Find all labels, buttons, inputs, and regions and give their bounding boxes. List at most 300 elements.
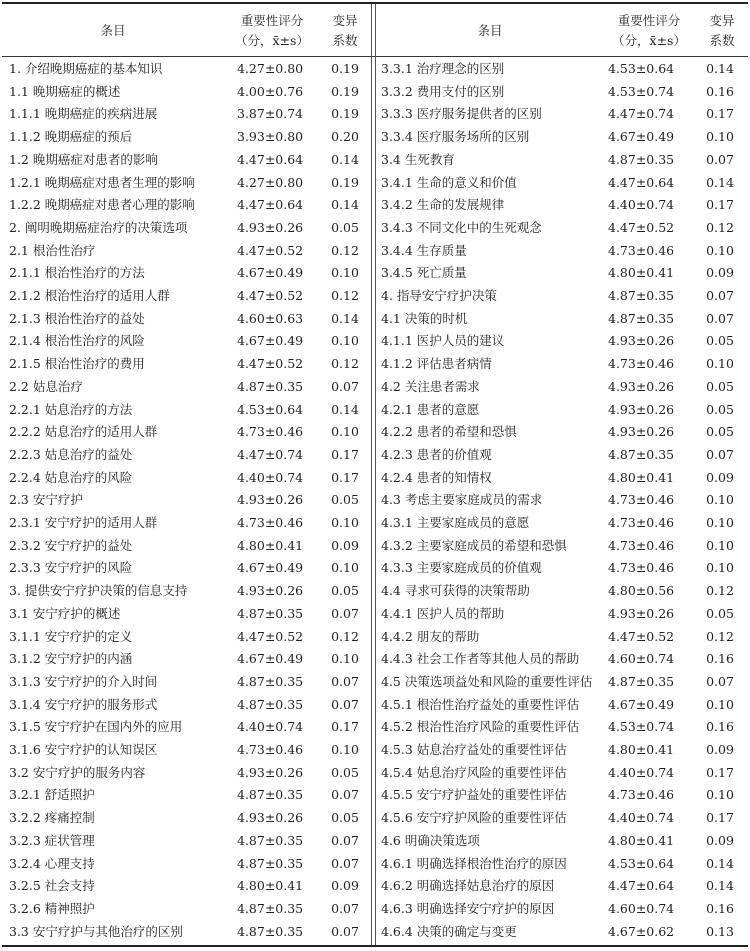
row-cv: 0.12 bbox=[331, 356, 359, 372]
table-row bbox=[0, 556, 371, 579]
row-item: 4.2.4 患者的知情权 bbox=[381, 469, 492, 485]
row-cv: 0.07 bbox=[331, 673, 359, 689]
row-cv: 0.05 bbox=[706, 333, 734, 349]
table-row bbox=[377, 715, 748, 738]
row-item: 3.2.2 疼痛控制 bbox=[9, 810, 95, 826]
row-cv: 0.07 bbox=[331, 605, 359, 621]
row-score: 4.00±0.76 bbox=[237, 83, 304, 99]
row-cv: 0.17 bbox=[331, 469, 359, 485]
row-cv: 0.05 bbox=[331, 219, 359, 235]
row-cv: 0.07 bbox=[706, 446, 734, 462]
row-score: 4.73±0.46 bbox=[608, 242, 675, 258]
row-item: 4.3 考虑主要家庭成员的需求 bbox=[381, 492, 543, 508]
row-item: 3.3.3 医疗服务提供者的区别 bbox=[381, 106, 542, 122]
row-item: 2.2.1 姑息治疗的方法 bbox=[9, 401, 133, 417]
row-score: 4.53±0.64 bbox=[608, 61, 675, 76]
table-row bbox=[377, 284, 748, 307]
table-row bbox=[377, 307, 748, 330]
table-row bbox=[0, 171, 371, 194]
header-cv-line1: 变异 bbox=[332, 13, 358, 28]
row-score: 4.53±0.74 bbox=[608, 83, 675, 99]
row-cv: 0.07 bbox=[706, 151, 734, 167]
table-row bbox=[377, 57, 748, 80]
table-row bbox=[377, 625, 748, 648]
row-score: 4.87±0.35 bbox=[237, 787, 304, 803]
row-cv: 0.12 bbox=[331, 242, 359, 258]
row-cv: 0.14 bbox=[706, 878, 734, 894]
row-cv: 0.13 bbox=[706, 923, 734, 939]
table-row bbox=[0, 352, 371, 375]
row-score: 4.40±0.74 bbox=[237, 469, 304, 485]
row-item: 4.6 明确决策选项 bbox=[381, 832, 480, 848]
table-row bbox=[377, 261, 748, 284]
row-item: 3.4.3 不同文化中的生死观念 bbox=[381, 219, 542, 235]
table-row bbox=[377, 806, 748, 829]
row-cv: 0.14 bbox=[331, 310, 359, 326]
row-cv: 0.09 bbox=[331, 878, 359, 894]
row-cv: 0.19 bbox=[331, 61, 359, 76]
row-cv: 0.14 bbox=[706, 174, 734, 190]
row-cv: 0.10 bbox=[706, 537, 734, 553]
row-item: 2.1.4 根治性治疗的风险 bbox=[9, 333, 145, 349]
row-score: 4.47±0.74 bbox=[237, 446, 304, 462]
header-cv-line2: 系数 bbox=[332, 33, 358, 48]
row-item: 4.3.3 主要家庭成员的价值观 bbox=[381, 560, 542, 576]
table-row bbox=[377, 761, 748, 784]
table-row bbox=[0, 783, 371, 806]
table-row bbox=[0, 920, 371, 943]
row-score: 4.87±0.35 bbox=[237, 832, 304, 848]
table-row bbox=[377, 647, 748, 670]
row-item: 3.1 安宁疗护的概述 bbox=[9, 605, 121, 621]
table-row bbox=[0, 239, 371, 262]
table-row bbox=[377, 148, 748, 171]
row-item: 4.6.4 决策的确定与变更 bbox=[381, 923, 517, 939]
row-cv: 0.07 bbox=[331, 832, 359, 848]
table-row bbox=[377, 125, 748, 148]
row-score: 4.47±0.64 bbox=[608, 878, 675, 894]
bottom-rule bbox=[2, 945, 748, 947]
row-cv: 0.16 bbox=[706, 83, 734, 99]
row-item: 2.3.1 安宁疗护的适用人群 bbox=[9, 515, 158, 530]
table-row bbox=[377, 829, 748, 852]
row-item: 1. 介绍晚期癌症的基本知识 bbox=[9, 61, 163, 76]
row-item: 3.4.4 生存质量 bbox=[381, 242, 467, 258]
row-cv: 0.10 bbox=[331, 651, 359, 667]
row-cv: 0.17 bbox=[706, 106, 734, 122]
row-cv: 0.07 bbox=[331, 378, 359, 394]
row-item: 2.2.2 姑息治疗的适用人群 bbox=[9, 424, 158, 440]
header-score-line1: 重要性评分 bbox=[240, 13, 304, 28]
row-score: 4.73±0.46 bbox=[608, 537, 675, 553]
row-score: 4.73±0.46 bbox=[608, 560, 675, 576]
row-score: 4.80±0.41 bbox=[237, 537, 304, 553]
row-item: 4.6.3 明确选择安宁疗护的原因 bbox=[381, 900, 555, 916]
table-row bbox=[0, 443, 371, 466]
row-item: 4.4.3 社会工作者等其他人员的帮助 bbox=[381, 651, 580, 667]
row-cv: 0.05 bbox=[331, 764, 359, 780]
table-row bbox=[377, 80, 748, 103]
row-item: 2.1 根治性治疗 bbox=[9, 242, 96, 258]
table-header bbox=[377, 7, 748, 55]
table-row bbox=[377, 420, 748, 443]
row-item: 2.3.3 安宁疗护的风险 bbox=[9, 560, 133, 576]
row-item: 4.5.2 根治性治疗风险的重要性评估 bbox=[381, 719, 580, 735]
row-item: 4.5.5 安宁疗护益处的重要性评估 bbox=[381, 787, 567, 803]
table-row bbox=[0, 284, 371, 307]
row-score: 4.93±0.26 bbox=[608, 333, 675, 349]
table-row bbox=[0, 261, 371, 284]
row-cv: 0.07 bbox=[706, 310, 734, 326]
table-row bbox=[377, 920, 748, 943]
row-item: 3.3 安宁疗护与其他治疗的区别 bbox=[9, 923, 183, 939]
row-score: 4.67±0.49 bbox=[237, 651, 304, 667]
row-cv: 0.17 bbox=[706, 197, 734, 213]
row-cv: 0.10 bbox=[706, 787, 734, 803]
table-header bbox=[0, 7, 371, 55]
header-cv bbox=[320, 11, 370, 51]
row-cv: 0.19 bbox=[331, 174, 359, 190]
row-score: 4.93±0.26 bbox=[608, 605, 675, 621]
table-row bbox=[0, 874, 371, 897]
row-cv: 0.10 bbox=[706, 242, 734, 258]
row-item: 3.1.1 安宁疗护的定义 bbox=[9, 628, 133, 644]
row-cv: 0.09 bbox=[706, 469, 734, 485]
row-cv: 0.05 bbox=[706, 401, 734, 417]
row-score: 4.87±0.35 bbox=[237, 673, 304, 689]
row-item: 4.1.2 评估患者病情 bbox=[381, 356, 492, 372]
row-score: 4.87±0.35 bbox=[237, 696, 304, 712]
table-row bbox=[0, 602, 371, 625]
row-cv: 0.10 bbox=[331, 515, 359, 530]
header-cv-line2: 系数 bbox=[709, 33, 735, 48]
table-row bbox=[0, 398, 371, 421]
table-row bbox=[377, 352, 748, 375]
row-item: 3.3.1 治疗理念的区别 bbox=[381, 61, 505, 76]
row-item: 1.2.1 晚期癌症对患者生理的影响 bbox=[9, 174, 195, 190]
row-cv: 0.17 bbox=[331, 446, 359, 462]
row-item: 2.1.2 根治性治疗的适用人群 bbox=[9, 288, 170, 303]
row-score: 4.93±0.26 bbox=[608, 401, 675, 417]
row-cv: 0.17 bbox=[331, 719, 359, 735]
row-score: 3.93±0.80 bbox=[237, 129, 304, 145]
row-item: 3.2.3 症状管理 bbox=[9, 832, 95, 848]
row-score: 4.47±0.52 bbox=[608, 219, 675, 235]
header-score bbox=[226, 11, 318, 51]
row-score: 4.93±0.26 bbox=[237, 492, 304, 508]
row-score: 4.47±0.52 bbox=[608, 628, 675, 644]
row-item: 4.2.2 患者的希望和恐惧 bbox=[381, 424, 517, 440]
table-row bbox=[0, 420, 371, 443]
row-cv: 0.07 bbox=[331, 787, 359, 803]
row-score: 4.60±0.63 bbox=[237, 310, 304, 326]
row-item: 3.3.2 费用支付的区别 bbox=[381, 83, 505, 99]
table-row bbox=[377, 193, 748, 216]
row-item: 4.5.4 姑息治疗风险的重要性评估 bbox=[381, 764, 567, 780]
row-item: 4. 指导安宁疗护决策 bbox=[381, 288, 497, 303]
table-row bbox=[0, 57, 371, 80]
row-item: 3.2.5 社会支持 bbox=[9, 878, 95, 894]
table-row bbox=[0, 625, 371, 648]
row-score: 4.87±0.35 bbox=[237, 855, 304, 871]
row-score: 4.53±0.64 bbox=[237, 401, 304, 417]
row-score: 4.93±0.26 bbox=[608, 378, 675, 394]
row-score: 4.47±0.52 bbox=[237, 356, 304, 372]
row-item: 4.5 决策选项益处和风险的重要性评估 bbox=[381, 673, 593, 689]
row-score: 4.87±0.35 bbox=[608, 446, 675, 462]
row-score: 4.87±0.35 bbox=[237, 923, 304, 939]
table-row bbox=[0, 806, 371, 829]
table-row bbox=[377, 443, 748, 466]
row-score: 4.87±0.35 bbox=[608, 288, 675, 303]
row-score: 4.73±0.46 bbox=[608, 515, 675, 530]
row-cv: 0.19 bbox=[331, 106, 359, 122]
table-row bbox=[377, 329, 748, 352]
row-item: 4.5.6 安宁疗护风险的重要性评估 bbox=[381, 810, 567, 826]
row-cv: 0.05 bbox=[706, 378, 734, 394]
row-score: 4.67±0.49 bbox=[608, 129, 675, 145]
row-cv: 0.09 bbox=[706, 742, 734, 757]
row-score: 4.27±0.80 bbox=[237, 61, 304, 76]
row-item: 3.1.5 安宁疗护在国内外的应用 bbox=[9, 719, 183, 735]
row-score: 4.87±0.35 bbox=[237, 900, 304, 916]
row-cv: 0.05 bbox=[706, 605, 734, 621]
header-item: 条目 bbox=[100, 23, 126, 38]
row-item: 3.4.1 生命的意义和价值 bbox=[381, 174, 517, 190]
row-score: 4.87±0.35 bbox=[237, 378, 304, 394]
row-cv: 0.12 bbox=[706, 583, 734, 599]
table-row bbox=[377, 511, 748, 534]
row-cv: 0.14 bbox=[331, 151, 359, 167]
row-cv: 0.14 bbox=[331, 401, 359, 417]
row-score: 4.93±0.26 bbox=[237, 219, 304, 235]
table-row bbox=[0, 852, 371, 875]
row-score: 4.93±0.26 bbox=[237, 810, 304, 826]
row-score: 4.60±0.74 bbox=[608, 900, 675, 916]
table-row bbox=[0, 488, 371, 511]
table-row bbox=[377, 693, 748, 716]
center-divider-right bbox=[375, 4, 376, 945]
row-cv: 0.20 bbox=[331, 129, 359, 145]
table-row bbox=[0, 738, 371, 761]
row-item: 4.1.1 医护人员的建议 bbox=[381, 333, 505, 349]
row-score: 4.93±0.26 bbox=[237, 764, 304, 780]
row-score: 4.93±0.26 bbox=[237, 583, 304, 599]
row-score: 4.40±0.74 bbox=[608, 197, 675, 213]
row-cv: 0.05 bbox=[331, 583, 359, 599]
row-cv: 0.10 bbox=[706, 560, 734, 576]
table-row bbox=[0, 579, 371, 602]
row-score: 4.73±0.46 bbox=[608, 492, 675, 508]
row-item: 3.4.5 死亡质量 bbox=[381, 265, 467, 281]
header-score-line2: （分，x̄±s） bbox=[612, 33, 686, 48]
row-cv: 0.10 bbox=[706, 492, 734, 508]
row-score: 4.80±0.56 bbox=[608, 583, 675, 599]
row-score: 4.73±0.46 bbox=[608, 787, 675, 803]
table-row bbox=[377, 556, 748, 579]
row-cv: 0.19 bbox=[331, 83, 359, 99]
row-score: 4.87±0.35 bbox=[608, 310, 675, 326]
row-item: 1.2 晚期癌症对患者的影响 bbox=[9, 151, 158, 167]
row-item: 4.3.1 主要家庭成员的意愿 bbox=[381, 515, 530, 530]
row-item: 2.1.3 根治性治疗的益处 bbox=[9, 310, 145, 326]
header-cv bbox=[697, 11, 747, 51]
row-cv: 0.14 bbox=[706, 61, 734, 76]
table-row bbox=[0, 216, 371, 239]
header-score-line2: （分，x̄±s） bbox=[235, 33, 309, 48]
header-score bbox=[603, 11, 695, 51]
row-score: 4.73±0.46 bbox=[237, 742, 304, 757]
row-cv: 0.07 bbox=[706, 288, 734, 303]
row-score: 4.47±0.64 bbox=[608, 174, 675, 190]
row-item: 1.2.2 晚期癌症对患者心理的影响 bbox=[9, 197, 195, 213]
row-score: 4.73±0.46 bbox=[237, 515, 304, 530]
table-row bbox=[0, 761, 371, 784]
row-item: 2.1.1 根治性治疗的方法 bbox=[9, 265, 145, 281]
row-item: 2.3.2 安宁疗护的益处 bbox=[9, 537, 133, 553]
row-item: 3.4 生死教育 bbox=[381, 151, 455, 167]
row-cv: 0.09 bbox=[706, 832, 734, 848]
row-score: 4.80±0.41 bbox=[237, 878, 304, 894]
row-score: 4.67±0.49 bbox=[608, 696, 675, 712]
row-cv: 0.07 bbox=[331, 923, 359, 939]
row-score: 4.47±0.52 bbox=[237, 628, 304, 644]
row-cv: 0.12 bbox=[331, 288, 359, 303]
table-row bbox=[0, 511, 371, 534]
row-cv: 0.10 bbox=[706, 356, 734, 372]
row-score: 4.40±0.74 bbox=[608, 810, 675, 826]
table-row bbox=[0, 647, 371, 670]
row-item: 3.1.6 安宁疗护的认知误区 bbox=[9, 742, 158, 757]
table-row bbox=[0, 693, 371, 716]
row-item: 2.1.5 根治性治疗的费用 bbox=[9, 356, 145, 372]
row-item: 3.2.4 心理支持 bbox=[9, 855, 95, 871]
header-cv-line1: 变异 bbox=[709, 13, 735, 28]
row-item: 4.6.2 明确选择姑息治疗的原因 bbox=[381, 878, 555, 894]
row-score: 4.53±0.64 bbox=[608, 855, 675, 871]
row-item: 4.5.3 姑息治疗益处的重要性评估 bbox=[381, 742, 567, 757]
row-cv: 0.10 bbox=[331, 424, 359, 440]
row-cv: 0.16 bbox=[706, 651, 734, 667]
table-row bbox=[377, 738, 748, 761]
row-cv: 0.10 bbox=[706, 696, 734, 712]
table-row bbox=[377, 102, 748, 125]
table-row bbox=[0, 534, 371, 557]
row-score: 4.60±0.74 bbox=[608, 651, 675, 667]
row-cv: 0.17 bbox=[706, 764, 734, 780]
row-score: 4.80±0.41 bbox=[608, 742, 675, 757]
row-cv: 0.05 bbox=[331, 810, 359, 826]
table-row bbox=[377, 375, 748, 398]
table-row bbox=[377, 852, 748, 875]
row-score: 4.67±0.62 bbox=[608, 923, 675, 939]
row-cv: 0.12 bbox=[706, 628, 734, 644]
row-item: 2.2 姑息治疗 bbox=[9, 378, 83, 394]
table-row bbox=[377, 783, 748, 806]
row-score: 4.93±0.26 bbox=[608, 424, 675, 440]
row-item: 4.2.3 患者的价值观 bbox=[381, 446, 492, 462]
row-item: 1.1 晚期癌症的概述 bbox=[9, 83, 121, 99]
table-row bbox=[0, 715, 371, 738]
row-score: 4.80±0.41 bbox=[608, 469, 675, 485]
row-cv: 0.10 bbox=[331, 560, 359, 576]
row-cv: 0.07 bbox=[331, 900, 359, 916]
row-score: 4.87±0.35 bbox=[608, 673, 675, 689]
row-score: 4.47±0.74 bbox=[608, 106, 675, 122]
table-row bbox=[377, 466, 748, 489]
row-score: 4.73±0.46 bbox=[237, 424, 304, 440]
row-score: 4.27±0.80 bbox=[237, 174, 304, 190]
row-cv: 0.16 bbox=[706, 900, 734, 916]
row-cv: 0.05 bbox=[331, 492, 359, 508]
row-cv: 0.10 bbox=[706, 515, 734, 530]
row-score: 4.80±0.41 bbox=[608, 265, 675, 281]
row-item: 4.2.1 患者的意愿 bbox=[381, 401, 480, 417]
table-row bbox=[0, 125, 371, 148]
table-row bbox=[377, 670, 748, 693]
table-row bbox=[0, 329, 371, 352]
row-score: 4.47±0.52 bbox=[237, 288, 304, 303]
row-item: 3.2.1 舒适照护 bbox=[9, 787, 95, 803]
table-row bbox=[0, 307, 371, 330]
table-row bbox=[377, 171, 748, 194]
row-cv: 0.12 bbox=[331, 628, 359, 644]
row-item: 3.1.2 安宁疗护的内涵 bbox=[9, 651, 133, 667]
row-score: 4.87±0.35 bbox=[608, 151, 675, 167]
row-item: 3.3.4 医疗服务场所的区别 bbox=[381, 129, 530, 145]
table-row bbox=[0, 148, 371, 171]
row-item: 4.4.2 朋友的帮助 bbox=[381, 628, 480, 644]
table-row bbox=[377, 602, 748, 625]
row-item: 4.4.1 医护人员的帮助 bbox=[381, 605, 505, 621]
row-item: 3.2 安宁疗护的服务内容 bbox=[9, 764, 146, 780]
row-score: 4.47±0.64 bbox=[237, 151, 304, 167]
row-cv: 0.14 bbox=[331, 197, 359, 213]
row-score: 4.47±0.64 bbox=[237, 197, 304, 213]
table-row bbox=[0, 193, 371, 216]
row-item: 4.5.1 根治性治疗益处的重要性评估 bbox=[381, 696, 580, 712]
row-item: 2.2.4 姑息治疗的风险 bbox=[9, 469, 133, 485]
row-cv: 0.07 bbox=[706, 673, 734, 689]
table-row bbox=[377, 874, 748, 897]
row-item: 1.1.2 晚期癌症的预后 bbox=[9, 129, 133, 145]
table-row bbox=[0, 102, 371, 125]
row-score: 4.40±0.74 bbox=[608, 764, 675, 780]
row-score: 4.87±0.35 bbox=[237, 605, 304, 621]
row-score: 4.40±0.74 bbox=[237, 719, 304, 735]
row-score: 4.47±0.52 bbox=[237, 242, 304, 258]
table-row bbox=[0, 375, 371, 398]
row-score: 4.80±0.41 bbox=[608, 832, 675, 848]
row-score: 4.67±0.49 bbox=[237, 265, 304, 281]
row-cv: 0.10 bbox=[331, 333, 359, 349]
row-score: 4.67±0.49 bbox=[237, 560, 304, 576]
header-item: 条目 bbox=[477, 23, 503, 38]
row-item: 2.3 安宁疗护 bbox=[9, 492, 83, 508]
row-cv: 0.16 bbox=[706, 719, 734, 735]
table-row bbox=[377, 488, 748, 511]
row-cv: 0.12 bbox=[706, 219, 734, 235]
table-row bbox=[0, 670, 371, 693]
table-row bbox=[0, 466, 371, 489]
row-item: 4.3.2 主要家庭成员的希望和恐惧 bbox=[381, 537, 567, 553]
table-row bbox=[377, 534, 748, 557]
row-item: 3.1.4 安宁疗护的服务形式 bbox=[9, 696, 158, 712]
table-row bbox=[0, 897, 371, 920]
table-row bbox=[377, 398, 748, 421]
row-score: 3.87±0.74 bbox=[237, 106, 304, 122]
row-cv: 0.07 bbox=[331, 855, 359, 871]
